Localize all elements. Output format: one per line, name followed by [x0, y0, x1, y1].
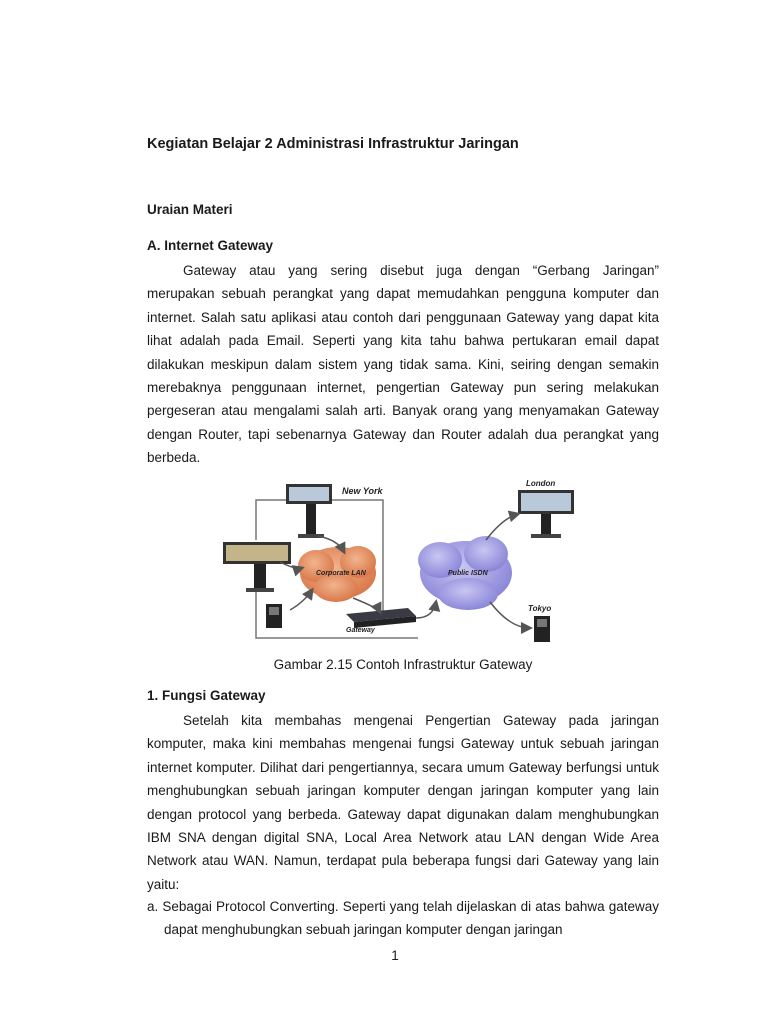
section-heading: Uraian Materi — [147, 202, 233, 217]
subsection-heading-1: 1. Fungsi Gateway — [147, 688, 266, 703]
public-isdn-label: Public ISDN — [448, 570, 488, 577]
new-york-station-icon — [286, 484, 332, 538]
figure-caption: Gambar 2.15 Contoh Infrastruktur Gateway — [273, 657, 533, 672]
paragraph-internet-gateway — [147, 259, 659, 470]
gateway-infrastructure-diagram — [218, 478, 588, 648]
new-york-label: New York — [342, 486, 383, 496]
page-number: 1 — [391, 948, 399, 963]
corporate-station-icon — [223, 542, 291, 592]
tokyo-label: Tokyo — [528, 604, 552, 613]
corporate-lan-label: Corporate LAN — [316, 570, 366, 577]
tokyo-phone-icon — [534, 616, 550, 642]
page-title: Kegiatan Belajar 2 Administrasi Infrastruktur Jaringan — [147, 136, 519, 152]
london-station-icon — [518, 490, 574, 538]
ip-phone-icon — [266, 604, 282, 628]
paragraph-fungsi-gateway: Setelah kita membahas mengenai Pengertian Gateway pada jaringan komputer, maka kini membahas mengenai fungsi Gateway untuk sebuah jaringan internet komputer. Dilihat dari pengertiannya, secara umum Gateway berfungsi untuk menghubungkan sebuah jaringan komputer dengan jaringan komputer yang lain dengan protocol yang berbeda. Gateway dapat digunakan dalam menghubungkan IBM SNA dengan digital SNA, Local Area Network atau LAN dengan Wide Area Network atau WAN. Namun, terdapat pula beberapa fungsi dari Gateway yang lain yaitu: — [147, 713, 659, 892]
gateway-device-icon — [346, 608, 416, 628]
london-label: London — [526, 479, 556, 488]
list-item-a: a. Sebagai Protocol Converting. Seperti yang telah dijelaskan di atas bahwa gateway dapat menghubungkan sebuah jaringan komputer dengan jaringan — [147, 899, 659, 938]
paragraph-body: merupakan sebuah perangkat yang dapat memudahkan pengguna komputer dan internet. Salah satu aplikasi atau contoh dari penggunaan Gateway yang dapat kita lihat adalah pada Email. Seperti yang kita tahu bahwa pertukaran email dapat dilakukan meskipun dalam sistem yang tidak sama. Kini, seiring dengan semakin merebaknya penggunaan internet, pengertian Gateway pun sering melakukan pergeseran atau mengalami salah arti. Banyak orang yang menyamakan Gateway dengan Router, tapi sebenarnya Gateway dan Router adalah dua perangkat yang berbeda. — [147, 286, 659, 466]
subsection-heading-a: A. Internet Gateway — [147, 238, 274, 253]
gateway-label: Gateway — [346, 627, 375, 634]
paragraph-first-line: Gateway atau yang sering disebut juga dengan “Gerbang Jaringan” — [183, 263, 659, 278]
